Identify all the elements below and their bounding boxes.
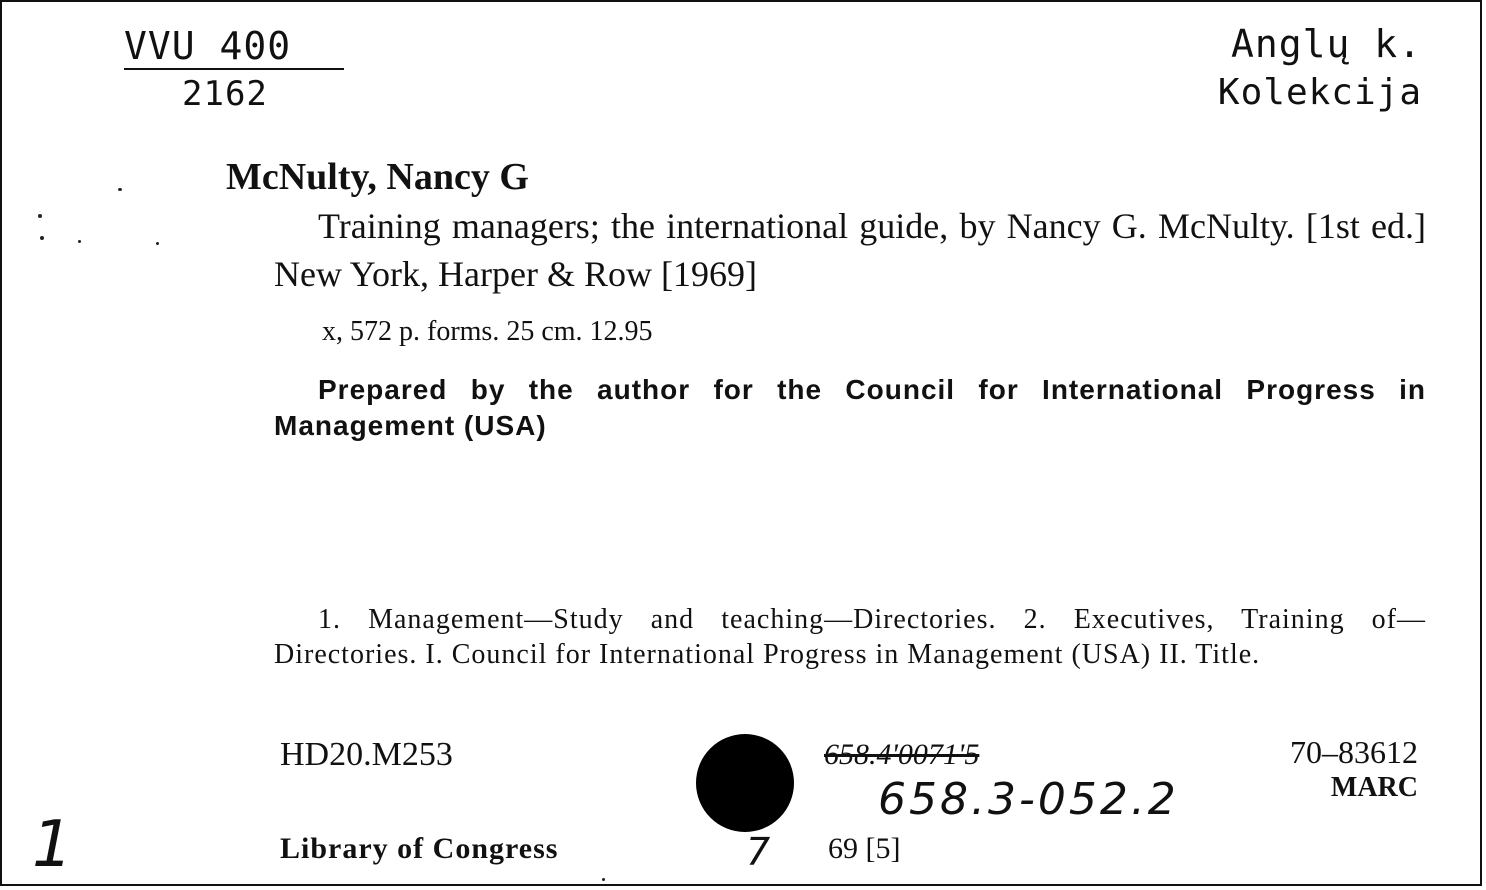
library-of-congress: Library of Congress bbox=[280, 832, 559, 865]
collation: x, 572 p. forms. 25 cm. 12.95 bbox=[322, 316, 653, 347]
punch-hole-dot bbox=[696, 734, 794, 832]
udc-number-handwritten: 658.3-052.2 bbox=[878, 774, 1179, 825]
title-statement: Training managers; the international guide, by Nancy G. McNulty. [1st ed.] New York, Harper & Row [1969] bbox=[274, 206, 1426, 294]
lc-classification: HD20.M253 bbox=[280, 736, 453, 773]
handwritten-number-seven: 7 bbox=[746, 830, 771, 874]
language-stamp: Anglų k. bbox=[1230, 22, 1422, 66]
date-code: 69 [5] bbox=[828, 832, 901, 865]
marc-label: MARC bbox=[1330, 772, 1418, 803]
speck bbox=[38, 214, 42, 218]
udc-number-crossed: 658.4'0071'5 bbox=[824, 738, 980, 771]
subject-tracings: 1. Management—Study and teaching—Directories. 2. Executives, Training of—Directories. I. Council for International Progress in Management (USA) II. Title. bbox=[274, 604, 1426, 670]
call-number-top: VVU 400 bbox=[124, 24, 292, 68]
author-heading: McNulty, Nancy G bbox=[226, 156, 529, 198]
speck bbox=[118, 188, 122, 191]
speck bbox=[78, 240, 81, 243]
call-number-rule bbox=[124, 68, 344, 70]
call-number-bottom: 2162 bbox=[182, 74, 268, 114]
speck bbox=[602, 878, 605, 881]
collection-stamp: Kolekcija bbox=[1217, 72, 1422, 113]
handwritten-number-one: 1 bbox=[32, 808, 73, 882]
lc-control-number: 70–83612 bbox=[1290, 734, 1418, 770]
speck bbox=[156, 242, 159, 245]
note: Prepared by the author for the Council for International Progress in Management (USA) bbox=[274, 374, 1426, 441]
speck bbox=[40, 236, 44, 240]
